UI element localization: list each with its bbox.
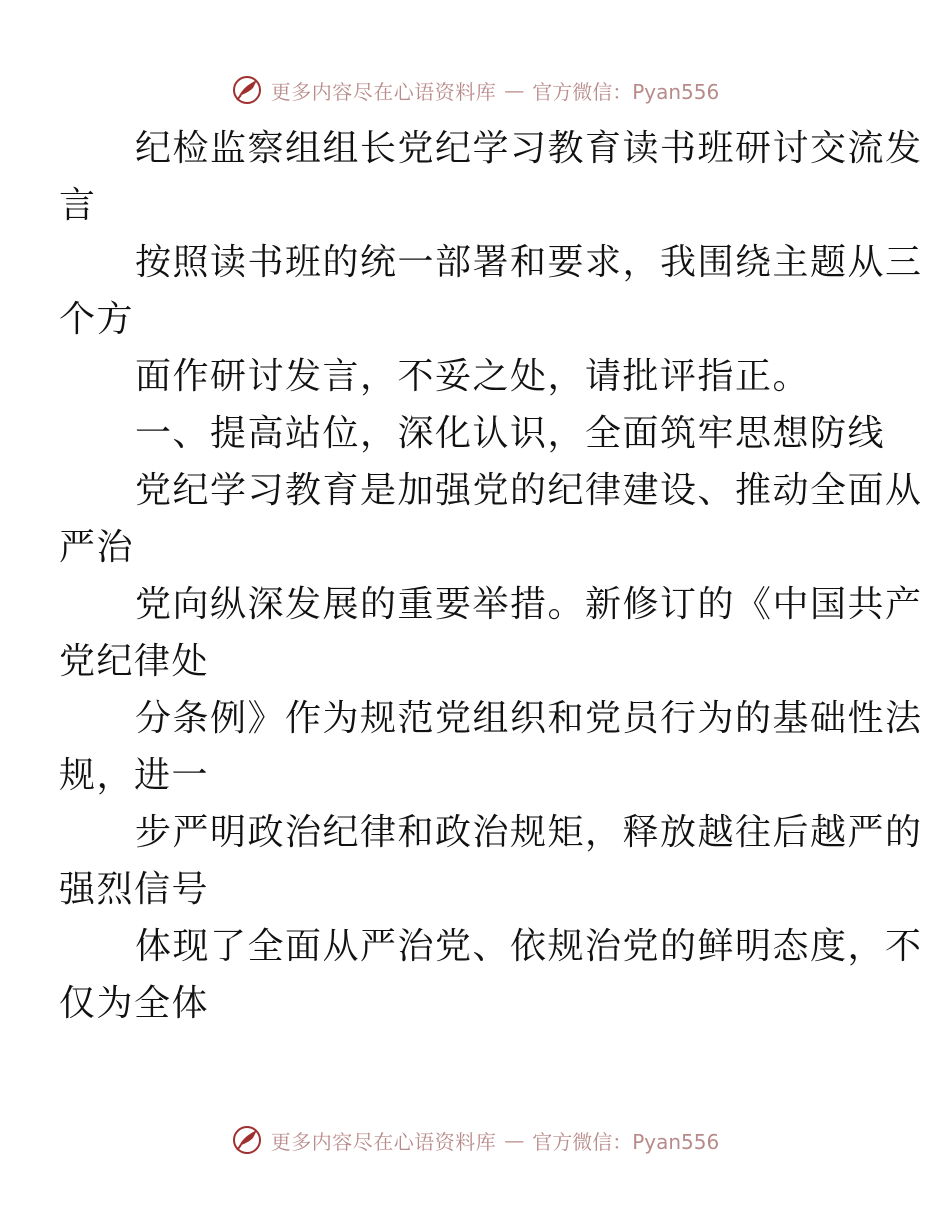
paragraph-line: 党向纵深发展的重要举措。新修订的《中国共产 <box>135 584 923 625</box>
paragraph-line: 步严明政治纪律和政治规矩，释放越往后越严的 <box>135 812 923 853</box>
pen-logo-icon <box>231 1124 263 1156</box>
paragraph <box>97 348 857 405</box>
section-heading <box>97 405 886 462</box>
paragraph-line-wrap: 严治 <box>59 527 135 568</box>
footer-banner-dash: — <box>504 1128 525 1152</box>
header-banner-wechat: 官方微信：Pyan556 <box>532 79 720 104</box>
paragraph-line: 面作研讨发言，不妥之处，请批评指正。 <box>135 356 811 397</box>
paragraph <box>59 690 923 804</box>
header-banner-dash: — <box>504 78 525 102</box>
paragraph-line: 党纪学习教育是加强党的纪律建设、推动全面从 <box>135 470 923 511</box>
paragraph-line-wrap: 党纪律处 <box>59 641 210 682</box>
footer-banner <box>0 1120 950 1160</box>
footer-banner-wechat: 官方微信：Pyan556 <box>532 1129 720 1154</box>
document-body <box>59 120 923 1032</box>
paragraph-line: 按照读书班的统一部署和要求，我围绕主题从三 <box>135 242 923 283</box>
paragraph-line-wrap: 强烈信号 <box>59 869 210 910</box>
paragraph-line-wrap: 言 <box>59 185 97 226</box>
paragraph <box>59 804 923 918</box>
paragraph <box>59 462 923 576</box>
paragraph-line-wrap: 仅为全体 <box>59 983 210 1024</box>
header-banner <box>0 70 950 110</box>
footer-banner-text: 更多内容尽在心语资料库 <box>270 1129 497 1154</box>
paragraph-line: 体现了全面从严治党、依规治党的鲜明态度，不 <box>135 926 923 967</box>
paragraph-line: 分条例》作为规范党组织和党员行为的基础性法 <box>135 698 923 739</box>
paragraph <box>59 918 923 1032</box>
paragraph-title <box>59 120 923 234</box>
paragraph <box>59 576 923 690</box>
paragraph-line-wrap: 规，进一 <box>59 755 210 796</box>
paragraph-line-wrap: 个方 <box>59 299 135 340</box>
paragraph <box>59 234 923 348</box>
header-banner-text: 更多内容尽在心语资料库 <box>270 79 497 104</box>
paragraph-line: 一、提高站位，深化认识，全面筑牢思想防线 <box>135 413 886 454</box>
pen-logo-icon <box>231 74 263 106</box>
paragraph-line: 纪检监察组组长党纪学习教育读书班研讨交流发 <box>135 128 923 169</box>
